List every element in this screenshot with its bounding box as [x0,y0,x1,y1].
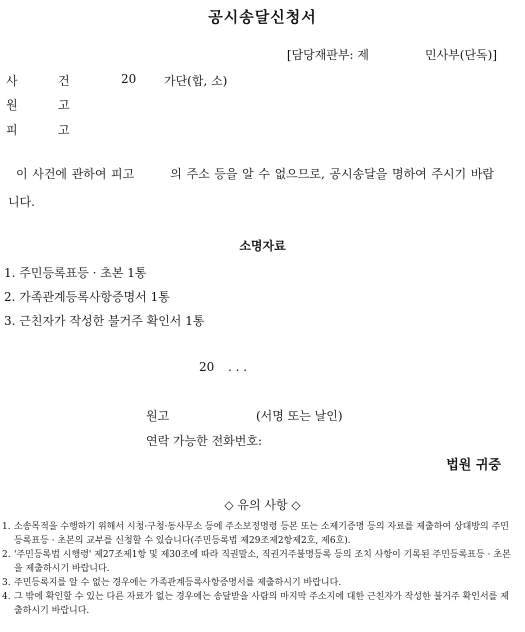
defendant-label-char-1: 피 [6,123,18,137]
date-dots: . . . [228,360,248,374]
case-label-char-1: 사 [6,74,18,88]
dept-open-bracket: [ [286,48,292,62]
document-title: 공시송달신청서 [208,8,317,26]
plaintiff-label-char-2: 고 [58,98,70,112]
evidence-item-2: 2. 가족관계등록사항증명서 1통 [4,290,170,304]
case-type: 가단(합, 소) [164,74,228,88]
notice-item-4 [2,590,517,618]
case-year: 20 [121,72,137,86]
signature-label: 원고 [146,409,170,423]
notice-text-2: '주민등록법 시행령' 제27조제1항 및 제30조에 따라 직권말소, 직권거주불명등록 등의 조치 사항이 기록된 주민등록표등 · 초본을 제출하시기 바랍니다. [14,550,511,574]
request-paragraph [8,160,494,216]
notice-list [2,520,517,618]
notice-item-2 [2,548,517,576]
dept-close-bracket: ] [492,48,497,62]
notice-item-3 [2,576,517,590]
department-line [287,46,497,63]
dept-label: 담당재판부: 제 [291,48,369,62]
notice-num-3: 3. [2,578,11,588]
notice-text-1: 소송목적을 수행하기 위해서 시청·구청·동사무소 등에 주소보정명령 등본 또는 소제기증명 등의 자료를 제출하여 상대방의 주민등록표등 · 초본의 교부를 신청할 수 있습니다(주민등록법 제29조제2항제2호, 제6호). [14,522,510,546]
phone-label: 연락 가능한 전화번호: [146,434,263,448]
notice-num-1: 1. [2,522,11,532]
notice-item-1 [2,520,517,548]
case-label-char-2: 건 [58,74,70,88]
dept-suffix: 민사부(단독) [424,48,493,62]
date-year: 20 [199,360,215,374]
court-addressee: 법원 귀중 [446,458,501,473]
request-text-part2: 의 주소 등을 알 수 없으므로, 공시송달을 명하여 주시기 바랍니다. [8,167,494,209]
request-text-part1: 이 사건에 관하여 피고 [16,167,135,181]
plaintiff-label-char-1: 원 [6,98,18,112]
notice-num-4: 4. [2,592,11,602]
notice-heading: ◇ 유의 사항 ◇ [224,498,301,512]
notice-num-2: 2. [2,550,11,560]
notice-text-4: 그 밖에 확인할 수 있는 다른 자료가 없는 경우에는 송달받을 사람의 마지막 주소지에 대한 근친자가 작성한 불거주 확인서를 제출하시기 바랍니다. [14,592,509,616]
defendant-label-char-2: 고 [58,123,70,137]
evidence-item-3: 3. 근친자가 작성한 불거주 확인서 1통 [4,314,205,328]
signature-mark: (서명 또는 날인) [256,409,343,423]
notice-text-3: 주민등록지를 알 수 없는 경우에는 가족관계등록사항증명서를 제출하시기 바랍니다. [14,578,342,588]
evidence-item-1: 1. 주민등록표등 · 초본 1통 [4,266,147,280]
evidence-heading: 소명자료 [239,239,286,253]
